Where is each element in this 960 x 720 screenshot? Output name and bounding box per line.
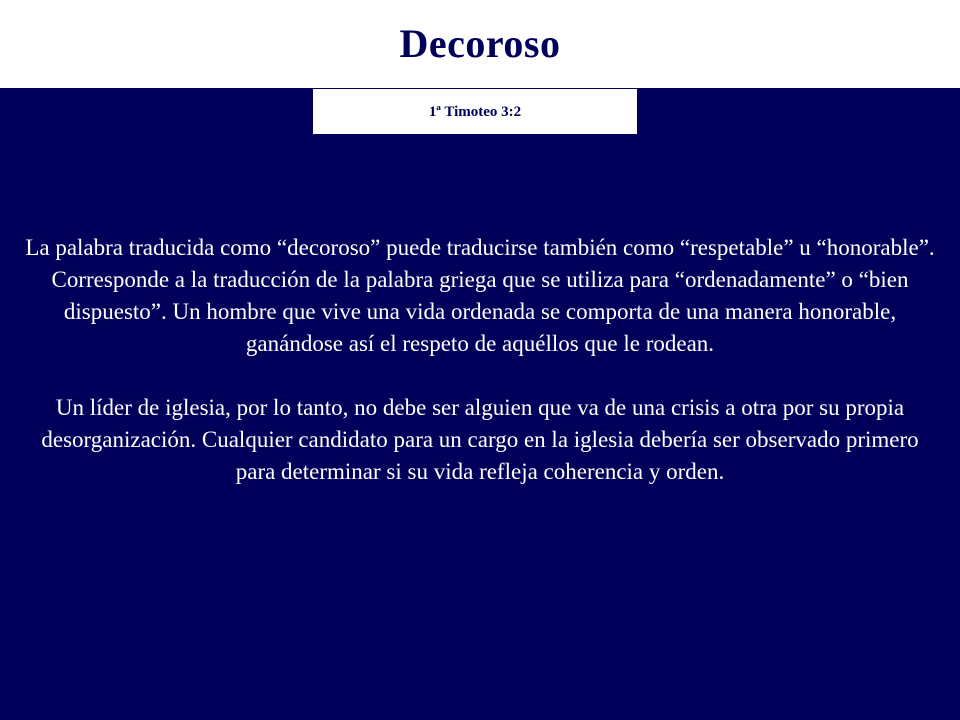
paragraph-application: Un líder de iglesia, por lo tanto, no debe ser alguien que va de una crisis a otra por su propia desorganización. Cualquier candidato para un cargo en la iglesia debería ser observado primero para determinar si su vida refleja coherencia y orden. bbox=[41, 395, 919, 484]
slide-content bbox=[20, 232, 940, 488]
slide-title: Decoroso bbox=[399, 21, 561, 66]
slide-header bbox=[0, 0, 960, 88]
scripture-reference-box bbox=[312, 88, 638, 135]
paragraph-definition: La palabra traducida como “decoroso” puede traducirse también como “respetable” u “honorable”. Corresponde a la traducción de la palabra griega que se utiliza para “ordenadamente” o “bien dispuesto”. Un hombre que vive una vida ordenada se comporta de una manera honorable, ganándose así el respeto de aquéllos que le rodean. bbox=[25, 235, 935, 356]
scripture-reference: 1ª Timoteo 3:2 bbox=[428, 104, 522, 120]
